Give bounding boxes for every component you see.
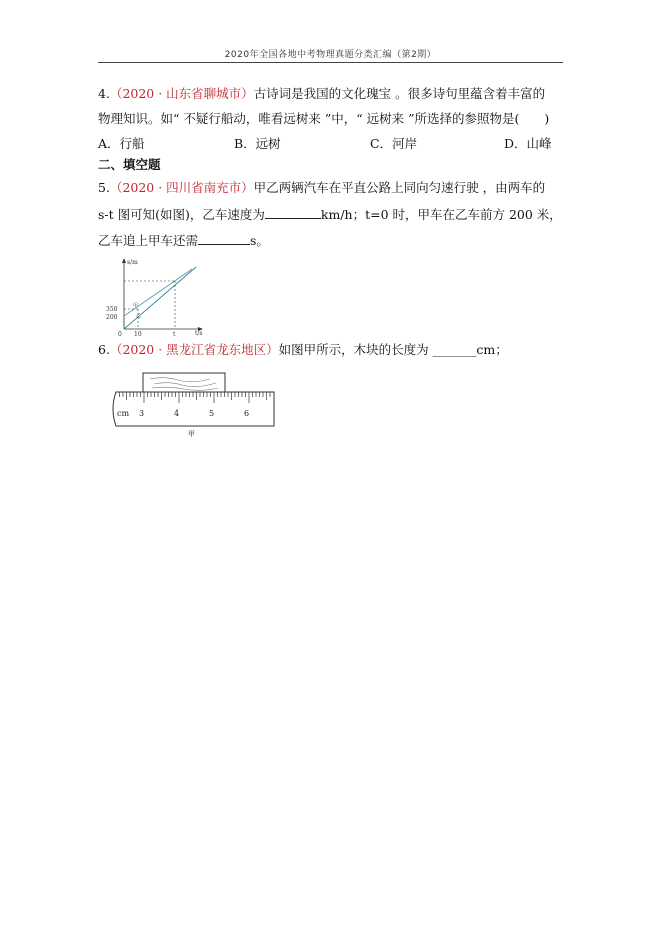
ruler-tick-4: 4 [174, 409, 180, 418]
line-yi [124, 267, 196, 329]
label-yi: 乙 [136, 313, 142, 319]
q4-source: （2020 · 山东省聊城市） [109, 86, 254, 101]
q5-line-1 [98, 180, 545, 196]
q4-text-1: 古诗词是我国的文化瑰宝 。很多诗句里蕴含着丰富的 [253, 86, 546, 101]
q5-line-2 [98, 206, 562, 223]
q6-text: 如图甲所示，木块的长度为 [278, 342, 429, 357]
q5-line2-unit: km/h；t=0 时，甲车在乙车前方 200 米， [320, 207, 562, 222]
x-tick-t: t [173, 331, 176, 337]
q6-unit: cm； [476, 342, 508, 357]
y-tick-350: 350 [106, 306, 118, 313]
ruler-tick-5: 5 [209, 409, 215, 418]
q6-number: 6. [98, 342, 110, 357]
q5-line3-pre: 乙车追上甲车还需 [98, 233, 199, 248]
x-tick-0: 0 [118, 331, 122, 337]
y-tick-200: 200 [106, 314, 118, 321]
label-jia: 甲 [133, 303, 139, 309]
q5-line2-pre: s-t 图可知(如图)，乙车速度为 [98, 207, 265, 222]
q4-option-a: A．行船 [98, 136, 145, 151]
q4-option-c: C．河岸 [370, 136, 418, 151]
x-axis-label: t/s [195, 330, 203, 337]
ruler-tick-6: 6 [244, 409, 250, 418]
section-2-title: 二、填空题 [98, 157, 161, 172]
header-rule [98, 62, 563, 63]
ruler-caption: 甲 [188, 430, 195, 438]
q5-speed-blank [265, 206, 321, 219]
q5-st-graph [104, 255, 204, 337]
ruler-body [113, 392, 274, 426]
x-tick-10: 10 [134, 331, 142, 337]
q4-number: 4. [98, 86, 110, 101]
q4-option-d: D．山峰 [504, 136, 552, 151]
q6-ruler-figure [106, 370, 278, 438]
q5-source: （2020 · 四川省南充市） [109, 180, 254, 195]
q4-option-b: B．远树 [234, 136, 281, 151]
ruler-unit-label: cm [117, 409, 130, 418]
q4-line-1 [98, 86, 545, 102]
q5-text-1: 甲乙两辆汽车在平直公路上同向匀速行驶 ，由两车的 [253, 180, 546, 195]
q5-line-3 [98, 232, 269, 249]
header-title: 2020年全国各地中考物理真题分类汇编（第2期） [224, 50, 437, 60]
ruler-tick-3: 3 [139, 409, 145, 418]
q5-time-blank [198, 232, 250, 245]
q4-text-2: 物理知识。如“ 不疑行船动，唯看远树来 ”中，“ 远树来 ”所选择的参照物是( ) [98, 111, 550, 126]
q5-number: 5. [98, 180, 110, 195]
q4-line-2 [98, 111, 549, 127]
q6-line [98, 342, 508, 358]
q6-source: （2020 · 黑龙江省龙东地区） [109, 342, 279, 357]
y-axis-label: s/m [127, 259, 138, 266]
y-axis-arrow [122, 258, 126, 263]
q6-blank: _______ [432, 342, 477, 357]
q5-line3-unit: s。 [250, 233, 269, 248]
